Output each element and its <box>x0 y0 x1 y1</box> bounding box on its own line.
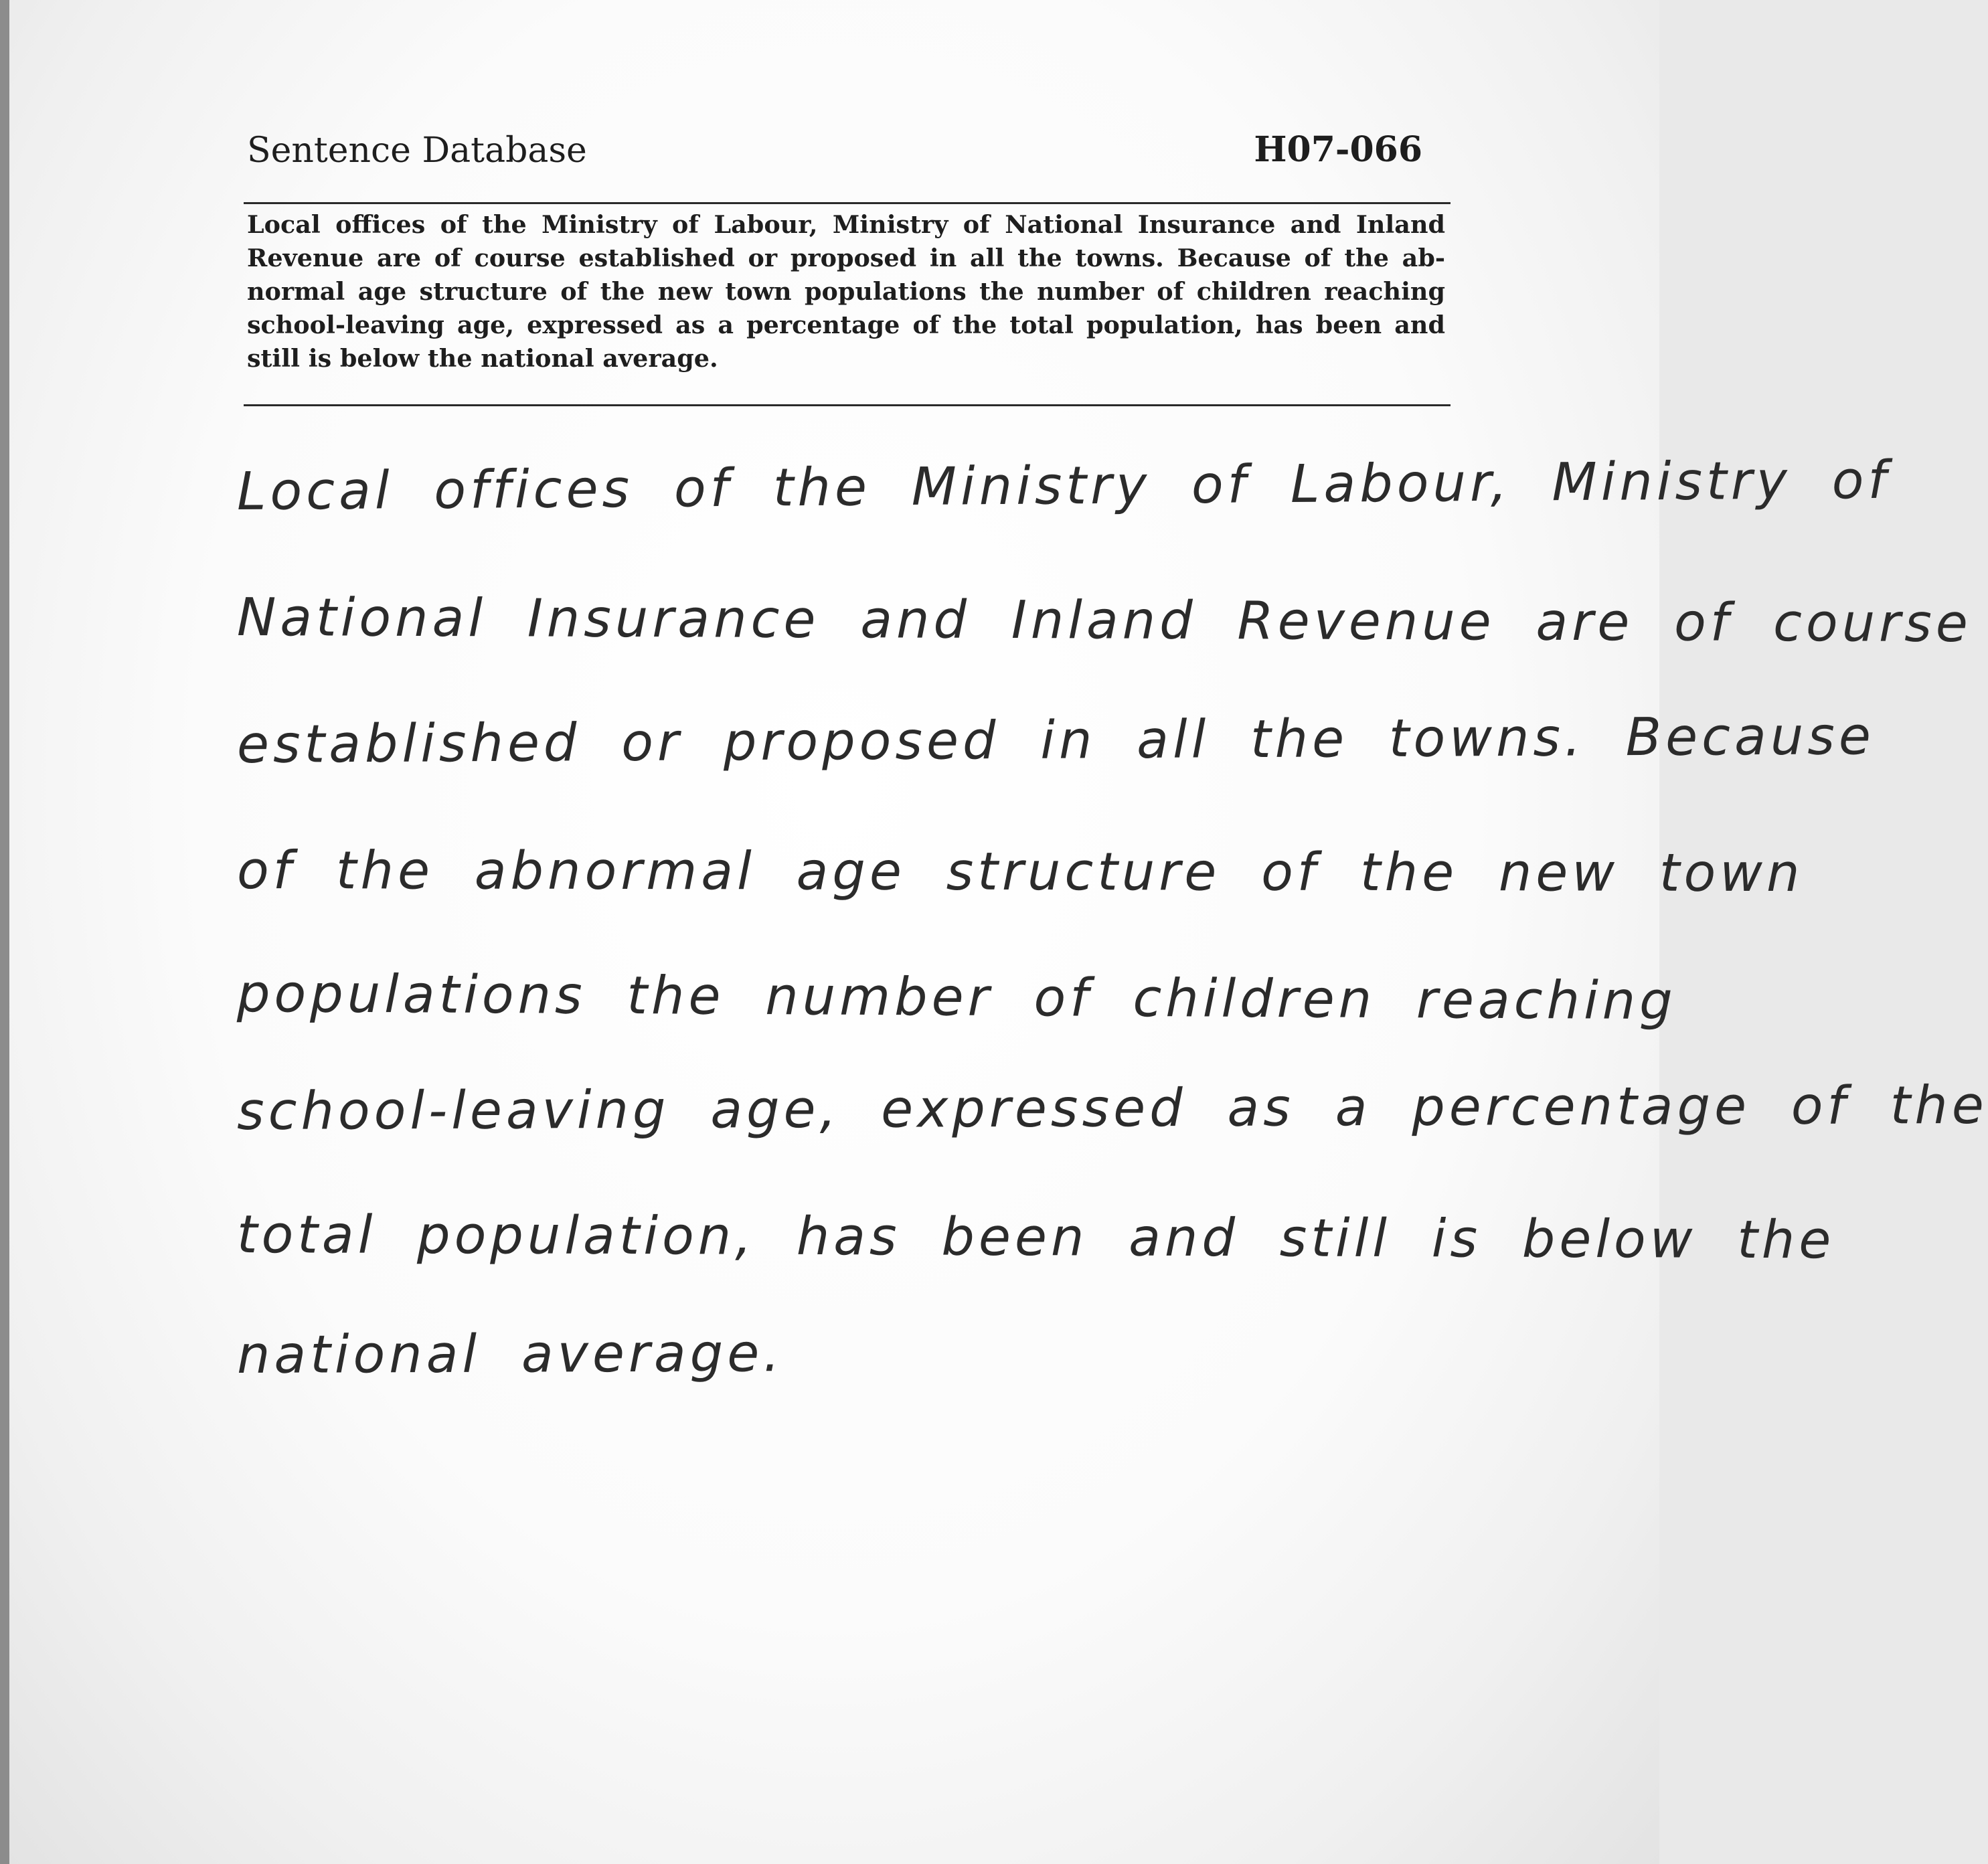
handwritten-line: total population, has been and still is below the <box>236 1205 1835 1271</box>
printed-line: normal age structure of the new town populations the number of children reaching <box>247 277 1445 306</box>
handwritten-line: established or proposed in all the towns. Because <box>236 706 1876 775</box>
form-id: H07-066 <box>1254 129 1422 170</box>
bottom-divider <box>244 404 1451 406</box>
handwritten-line: school-leaving age, expressed as a percentage of the <box>236 1075 1988 1142</box>
handwritten-line: Local offices of the Ministry of Labour, Ministry of <box>236 450 1891 522</box>
database-title: Sentence Database <box>247 131 587 171</box>
printed-line: still is below the national average. <box>247 344 718 373</box>
top-divider <box>244 202 1451 204</box>
printed-line: Local offices of the Ministry of Labour, Ministry of National Insurance and Inland <box>247 210 1445 239</box>
form-page <box>9 0 1988 1864</box>
printed-line: Revenue are of course established or proposed in all the towns. Because of the ab- <box>247 244 1445 272</box>
printed-text-block <box>247 208 1445 375</box>
handwritten-line: populations the number of children reaching <box>236 964 1677 1032</box>
printed-line: school-leaving age, expressed as a percentage of the total population, has been and <box>247 311 1445 339</box>
handwritten-line: national average. <box>236 1323 784 1385</box>
scan-left-edge <box>0 0 9 1864</box>
handwritten-line: National Insurance and Inland Revenue are of course <box>236 588 1972 655</box>
handwritten-line: of the abnormal age structure of the new town <box>236 841 1804 904</box>
